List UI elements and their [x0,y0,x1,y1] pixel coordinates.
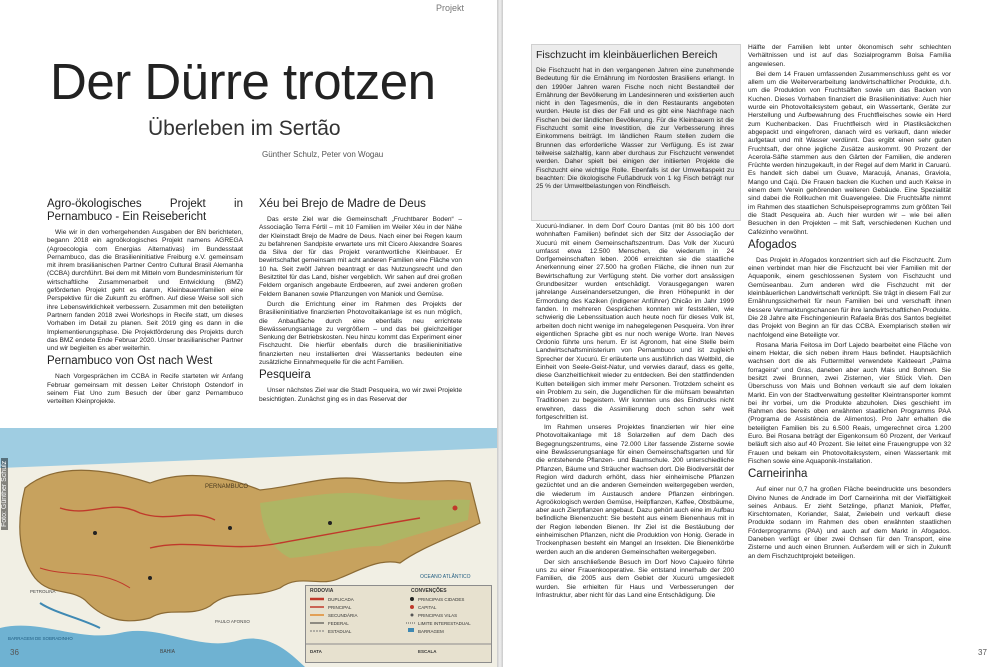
paragraph: Rosana Maria Feitosa im Dorf Lajedo bearbeitet eine Fläche von einem Hektar, die sich neben ihrem Haus befindet. Hauptsächlich wachsen dort die als Futtermittel verwendete Kakteeart „Palma forrageira“ und Gras, daneben aber auch Mais und Bohnen. Sie besitzt zwei Brunnen, zwei Zisternen, vier Stück Vieh. Den Überschuss von Mais und Bohnen verkauft sie auf dem lokalen Markt. Ein von der Stadtverwaltung gestellter Kleintransporter kommt bei ihr vorbei, um die Produkte abzuholen. Dies geschieht im Rahmen des bereits oben erwähnten staatlichen Programms PAA (Programa de Assistência de Alimentos). Pro Jahr erhalten die beteiligten Familien bis zu 6.500 Reais, umgerechnet circa 1.200 Euro. Bei Rosana beträgt der Eigenkonsum 60 Prozent, der Verkauf beläuft sich also auf 40 Prozent. Sie leitet eine Frauengruppe von 32 Frauen und bekam ein Photovoltaiksystem, einen Wassertank mit Fischen sowie eine Aquaponik-Installation. [748,341,951,465]
legend-title-right: CONVENÇÕES [411,588,447,594]
map-label: OCEANO ATLÂNTICO [420,574,471,580]
paragraph: Durch die Errichtung einer im Rahmen des Projekts der Brasilieninitiative finanzierten Photovoltaikanlage ist es nun möglich, die Anbaufläche durch eine ebenfalls neu errichtete Bewässerungsanlage zu vergrößern – und das bei gleichzeitiger Senkung der Betriebskosten. Neu hinzu kommt das Experiment einer Fischzucht. Die hierfür ebenfalls durch die brasilieninitiative finanzierten neu installierten drei Wassertanks bedeuten eine zusätzliche Einnahmequelle für die acht Familien. [259,300,462,367]
article-title: Der Dürre trotzen [50,53,436,110]
heading-xeu: Xéu bei Brejo de Madre de Deus [259,198,426,210]
legend-item: PRINCIPAIS VILAS [418,613,458,618]
paragraph: Nach Vorgesprächen im CCBA in Recife starteten wir Anfang Februar gemeinsam mit dessen Leiter Christoph Ostendorf in seinem Fiat Uno zum Besuch der über ganz Pernambuco verteilten Kleinprojekte. [47,373,243,406]
paragraph: Der sich anschließende Besuch im Dorf Novo Cajueiro führte uns zu einer Frauenkooperative. Sie entstand innerhalb der 200 Familien, die 2005 aus dem Gebiet der Xucurú umgesiedelt wurden. Sie erhielten für Haus und Verbesserungen der Infrastruktur, aber nicht für das Land eine Entschädigung. Die [536,558,734,600]
legend-item: PRINCIPAIS CIDADES [418,597,465,602]
map-label: BARRAGEM DE SOBRADINHO [8,636,73,641]
paragraph: Auf einer nur 0,7 ha großen Fläche beeindruckte uns besonders Divino Nunes de Andrade im Dorf Carneirinha mit der Vielfältigkeit seines Anbaus. Er zieht Setzlinge, pflanzt Maniok, Pfeffer, Kirschtomaten, Koriander, Salat, Zwiebeln und verkauft diese Produkte sodann im Rahmen des oben erwähnten staatlichen Förderprogramms (PAA) und auch auf dem Markt in Afogados. Daneben verfügt er über zwei Ochsen für den Transport, eine Zisterne und auch einen Brunnen. Außerdem will er sich in Zukunft an dem Fischzuchtprojekt beteiligen. [748,486,951,560]
left-column-2 [259,196,462,428]
legend-item: LIMITE INTERESTADUAL [418,621,471,626]
left-page [0,0,497,667]
legend-item: BARRAGEM [418,629,444,634]
heading-agro-project: Agro-ökologisches Projekt in Pernambuco - Ein Reisebericht [47,198,243,223]
heading-afogados: Afogados [748,238,797,251]
map-label: PETROLINA [30,589,56,594]
map-label: PERNAMBUCO [205,484,249,490]
paragraph: Hälfte der Familien lebt unter ökonomisch sehr schlechten Verhältnissen und ist auf das Sozialprogramm Bolsa Família angewiesen. [748,44,951,68]
legend-item: SECUNDÁRIA [328,613,358,618]
map-legend [305,585,492,663]
paragraph: Das erste Ziel war die Gemeinschaft „Fruchtbarer Boden“ – Associação Terra Fértil – mit 10 Familien im Weiler Xéu in der Nähe der Kleinstadt Brejo de Madre de Deus. Nach einer bei Regen kaum zu befahrenen Sandpiste erwartete uns mit Cicero Alexandre Soares da Silva der für das Projekt verantwortliche Kleinbauer. Er bewirtschaftet gemeinsam mit acht anderen Familien eine Fläche von 10 ha. Seit zwölf Jahren beantragt er das Nutzungsrecht und den Besitztitel für das Land, bisher vergeblich. Wir sahen auf drei großen Feldern organisch angebaute Erdbeeren, auf zwei anderen großen Feldern Bananen sowie Pflanzungen von Maniok und Gemüse. [259,216,462,298]
heading-pesqueira: Pesqueira [259,369,311,382]
paragraph: Unser nächstes Ziel war die Stadt Pesqueira, wo wir zwei Projekte besichtigten. Zunächst ging es in das Reservat der [259,387,462,403]
paragraph: Im Rahmen unseres Projektes finanzierten wir hier eine Photovoltaikanlage mit 18 Solarzellen auf dem Dach des Begegnungszentrums, eine 72.000 Liter fassende Zisterne sowie eine Bewässerungsanlage für einen Gemeinschaftsgarten und für die entstehende Pflanzen- und Baumschule. 200 unterschiedliche Pflanzen, Bäume und Sträucher wachsen dort. Die Biodiversität der Region wird dadurch erhöht, dass hier einheimische Pflanzen gezüchtet und an die anderen Gemeinden weitergegeben werden, die wiederum im Austausch andere Pflanzen einbringen. Agroökologisch werden Gemüse, Heilpflanzen, Kaffee, Obstbäume, aber auch Zierpflanzen angebaut. Dazu gehört auch eine im Aufbau befindliche Bienenzucht: Sie besteht aus einem Bienenhaus mit in der Region lebenden Bienen. Ihr Ziel ist die Bestäubung der einheimischen Pflanzen, nicht die Produktion von Honig. Gerade in Trockenphasen besteht ein Mangel an Insekten. Die Bienenkörbe werden auch an die anderen Gemeinschaften weitergegeben. [536,424,734,556]
legend-swatches [306,586,491,662]
paragraph: Die Fischzucht hat in den vergangenen Jahren eine zunehmende Bedeutung für die Ernährung im Nordosten Brasiliens erlangt. In den 1990er Jahren waren Fische noch nicht Bestandteil der Ernährung der Bevölkerung im Landesinneren und existierten auch nicht in den Tagesmenüs, die in den Restaurants angeboten wurden. Heute ist dies der Fall und es gibt eine Nachfrage nach Fischen bei der ländlichen Bevölkerung. Für die Kleinbauern ist die Fischzucht somit eine Investition, die zur Verbesserung ihres Einkommens beiträgt. Im ländlichen Raum stellen zudem die Brunnen das erforderliche Wasser zur Verfügung. Es ist zwar teilweise salzhaltig, kann aber durchaus zur Fischzucht verwendet werden. Daher spielt bei einigen der initiierten Projekte die Fischzucht eine wichtige Rolle. Ebenfalls ist der Umweltaspekt zu beachten: Die ökologische Fußabdruck von 1 kg Fisch beträgt nur 25 % der Umweltbelastungen von Rindfleisch. [536,67,734,191]
article-subtitle: Überleben im Sertão [148,117,341,140]
right-column-1 [536,223,734,663]
photo-credit: Foto: Günther Schulz [1,458,8,530]
legend-bottom-right: ESCALA [418,649,437,654]
page-number-right: 37 [978,648,987,657]
paragraph: Wie wir in den vorhergehenden Ausgaben der BN berichteten, begann 2018 ein agroökologisches Projekt namens AGREGA (Agroecologia com Energias Alternativas) im Bundesstaat Pernambuco, das die Brasilieninitiative Freiburg e.V. gemeinsam mit ihrem brasilianischen Partner Centro Cultural Brasil Alemanha (CCBA) durchführt. Bei dem mit Mitteln vom Bundesministerium für wirtschaftliche Zusammenarbeit und Entwicklung (BMZ) geförderten Projekt geht es darum, Kleinbauernfamilien eine Perspektive für die Zukunft zu eröffnen. Auf diese Weise soll sich ihre Lebenswirklichkeit verbessern. Zusammen mit den beteiligten Partnern fanden 2018 zwei Workshops in Recife statt, um dieses Vorhaben im Detail zu planen. Seit 2019 ging es dann in die Implementierungsphase. Die Projektförderung des Projekts durch das BMZ endete Ende Februar 2020. Unser brasilianischer Partner und wir begleiten es aber weiterhin. [47,229,243,353]
map-label: PAULO AFONSO [215,619,250,624]
heading-fish-farming: Fischzucht im kleinbäuerlichen Bereich [536,49,718,61]
left-column-1 [47,196,243,428]
legend-bottom-left: DATA [310,649,322,654]
legend-title-left: RODOVIA [310,588,334,594]
article-authors: Günther Schulz, Peter von Wogau [262,150,384,159]
info-box-fish-farming [536,47,734,219]
legend-item: FEDERAL [328,621,349,626]
paragraph: Bei dem 14 Frauen umfassenden Zusammenschluss geht es vor allem um die Weiterverarbeitung landwirtschaftlicher Produkte, d.h. um die Produktion von Fruchtsäften sowie um das Backen von Kuchen. Dieses Vorhaben finanziert die Brasilieninitiative: Auch hier wurde ein Photovoltaiksystem gebaut, ein Wassertank, Geräte zur Herstellung und Aufbewahrung des Fruchtfleisches sowie ein Herd zum Kuchenbacken. Das Fruchtfleisch wird in Plastiksäckchen abgepackt und eingefroren, danach wird es verkauft, dann wieder aufgetaut und mit Wasser verdünnt. Das ergibt einen sehr guten Fruchtsaft, der ohne jegliche Zusätze auskommt. 90 Prozent der Acerola-Säfte stammen aus den Gärten der Familien, die anderen Früchte werden hinzugekauft, in der Regel auf dem Markt in Caruarú. Es handelt sich dabei um Guave, Maracujá, Ananas, Graviola, Mango und Cajú. Die Frauen backen die Kuchen und auch Kekse in einem dem Verein gehörenden weiteren Gebäude. Eine Spezialität sind dabei die Rollkuchen mit Guavengelee. Die Fruchtsäfte nimmt im Rahmen des staatlichen Schulspeiseprogramms zum größten Teil die Stadt Pesqueira ab. Auch hier wurden wir – wie bei allen Besuchen in den Projekten – mit Saft, verschiedenen Kuchen und Cafézinho verwöhnt. [748,70,951,236]
heading-pernambuco: Pernambuco von Ost nach West [47,355,213,368]
legend-item: PRINCIPAL [328,605,352,610]
heading-carneirinha: Carneirinha [748,468,808,481]
section-label: Projekt [436,3,465,13]
legend-item: ESTADUAL [328,629,352,634]
legend-item: CAPITAL [418,605,437,610]
page-number-left: 36 [10,648,19,657]
right-column-2 [748,44,951,656]
paragraph: Das Projekt in Afogados konzentriert sich auf die Fischzucht. Zum einen verbindet man hier die Fischzucht bei vier Familien mit der Aquaponik, einem geschlossenen System von Fischzucht und Gemüseanbau. Zum anderen wird die Fischzucht mit der kleinbäuerlichen Landwirtschaft verknüpft. Sie trägt in diesem Fall zur Ernährungssicherheit für neun Familien bei und verschafft ihnen bessere Vermarktungschancen für ihre landwirtschaftlichen Produkte. Die 28 Jahre alte Fischingenieurin Rafaela Brás dos Santos begleitet das Projekt von Beginn an für das CCBA. Exemplarisch stellen wir nachfolgend eine Beteiligte vor. [748,256,951,339]
paragraph: Xucurú-Indianer. In dem Dorf Couro Dantas (mit 80 bis 100 dort wohnhaften Familien) befindet sich der Sitz der Associação der Xucurú mit einem Gemeinschaftszentrum. Das Volk der Xucurú umfasst etwa 12.500 Menschen, die wiederum in 24 Dorfgemeinschaften leben. 2006 erreichten sie die staatliche Anerkennung einer 27.500 ha großen Fläche, die ihnen nun zur Bewirtschaftung zur Verfügung steht. Die vorher dort ansässigen Grundbesitzer wurden entschädigt. Vorausgegangen waren jahrelange Auseinandersetzungen, die ihren Höhepunkt in der Ermordung des Kaziken (indigener Anführer) Chicão im Jahr 1999 fanden. In mehreren Gesprächen konnten wir feststellen, wie schwierig die Lebenssituation auch heute noch für dieses Volk ist, arbeiten doch nicht wenige im nahegelegenen Pesqueira. Von ihrer eigentlichen Sprache gibt es nur noch wenige Worte. Iran Neves Ordonio führte uns herum. Er ist Agronom, hat eine Stelle beim Landwirtschaftsministerium von Pernambuco und ist zugleich Sprecher der Xucurú. Er erläuterte uns ausführlich das Weltbild, die Einheit von Seele-Geist-Natur, und verwies darauf, dass es gelte, diese Ganzheitlichkeit wieder zu entdecken. Bei den stattfindenden Kulten beteiligen sich immer mehr Personen. Trotzdem scheint es ein Problem zu sein, die Jugendlichen für die mühsam bewahrten Traditionen zu begeistern. Wir konnten uns des Eindrucks nicht erwehren, dass die Assimilierung doch schon sehr weit fortgeschritten ist. [536,223,734,421]
legend-item: DUPLICADA [328,597,354,602]
map-label: BAHIA [160,649,176,655]
